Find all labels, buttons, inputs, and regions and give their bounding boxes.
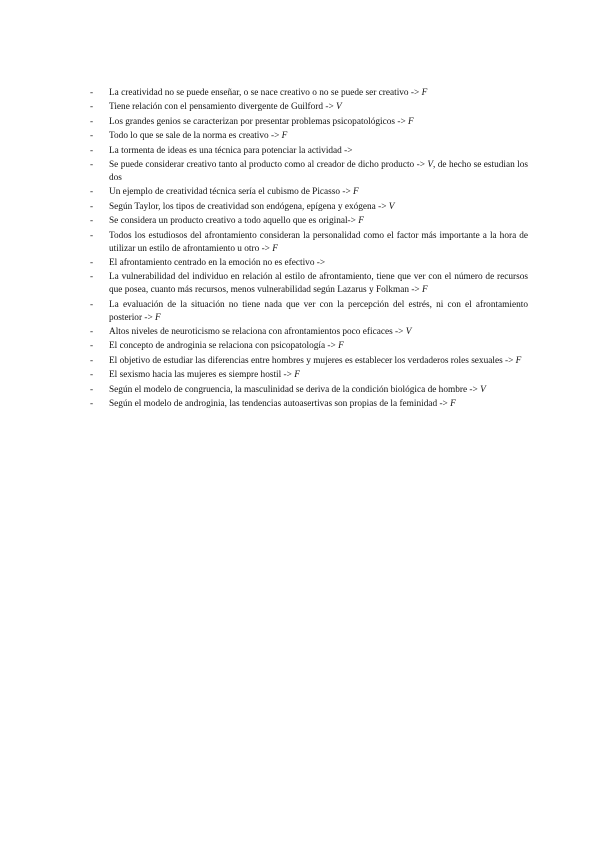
answer-mark: F [155, 312, 161, 323]
list-item [90, 201, 528, 214]
answer-mark: F [408, 116, 414, 127]
answer-mark: F [422, 285, 428, 296]
answer-mark: V [336, 102, 342, 113]
statement-text: Según Taylor, los tipos de creatividad son endógena, epígena y exógena -> [109, 201, 389, 212]
statement-text: El sexismo hacia las mujeres es siempre hostil -> [109, 370, 295, 381]
list-item [90, 355, 528, 368]
list-item [90, 340, 528, 353]
statement-text: La creatividad no se puede enseñar, o se nace creativo o no se puede ser creativo -> [109, 88, 422, 98]
bullet-dash: - [90, 384, 94, 395]
statement-list [90, 87, 528, 412]
statement-text: Se puede considerar creativo tanto al producto como al creador de dicho producto -> [109, 159, 428, 170]
list-item [90, 116, 528, 129]
bullet-dash: - [90, 370, 94, 381]
bullet-dash: - [90, 187, 94, 198]
answer-mark: F [272, 243, 278, 254]
statement-text: Todos los estudiosos del afrontamiento consideran la personalidad como el factor más importante a la hora de utilizar un estilo de afrontamiento u otro -> [109, 230, 528, 254]
statement-text: Altos niveles de neuroticismo se relaciona con afrontamientos poco eficaces -> [109, 327, 406, 338]
statement-text: Según el modelo de congruencia, la masculinidad se deriva de la condición biológica de hombre -> [109, 384, 481, 395]
statement-text: El objetivo de estudiar las diferencias entre hombres y mujeres es establecer los verdaderos roles sexuales -> [109, 355, 516, 366]
answer-mark: F [281, 131, 288, 142]
statement-text: Tiene relación con el pensamiento divergente de Guilford -> [109, 102, 337, 113]
bullet-dash: - [90, 299, 94, 310]
bullet-dash: - [90, 341, 94, 352]
bullet-dash: - [90, 131, 94, 142]
answer-mark: F [338, 341, 344, 352]
bullet-dash: - [90, 145, 94, 156]
statement-text-continued: , de hecho se estudian los dos [109, 159, 528, 183]
list-item [90, 299, 528, 325]
list-item [90, 101, 528, 114]
list-item [90, 186, 528, 199]
bullet-dash: - [90, 201, 94, 212]
answer-mark: V [427, 159, 434, 170]
list-item [90, 230, 528, 256]
statement-text: Un ejemplo de creatividad técnica sería el cubismo de Picasso -> [109, 187, 354, 198]
answer-mark: F [421, 88, 428, 98]
answer-mark: V [405, 327, 412, 338]
list-item [90, 159, 528, 185]
statement-text: La evaluación de la situación no tiene nada que ver con la percepción del estrés, ni con el afrontamiento posterior -> [109, 299, 528, 323]
bullet-dash: - [90, 116, 94, 127]
statement-text: Según el modelo de androginia, las tendencias autoasertivas son propias de la feminidad -> [109, 399, 451, 410]
bullet-dash: - [90, 88, 94, 98]
statement-text: La tormenta de ideas es una técnica para potenciar la actividad -> [109, 145, 353, 156]
list-item [90, 145, 528, 158]
answer-mark: F [353, 187, 359, 198]
list-item [90, 398, 528, 411]
answer-mark: V [480, 384, 486, 395]
bullet-dash: - [90, 216, 94, 227]
answer-mark: F [358, 216, 364, 227]
bullet-dash: - [90, 159, 94, 170]
bullet-dash: - [90, 102, 94, 113]
answer-mark: F [294, 370, 300, 381]
list-item [90, 326, 528, 339]
bullet-dash: - [90, 355, 94, 366]
list-item [90, 215, 528, 228]
statement-text: Se considera un producto creativo a todo aquello que es original-> [109, 216, 359, 227]
statement-text: La vulnerabilidad del individuo en relación al estilo de afrontamiento, tiene que ver con el número de recursos que posea, cuanto más recursos, menos vulnerabilidad según Lazarus y Folkman -> [109, 272, 528, 296]
answer-mark: F [515, 355, 522, 366]
list-item [90, 130, 528, 143]
statement-text: Todo lo que se sale de la norma es creativo -> [109, 131, 282, 142]
statement-text: El afrontamiento centrado en la emoción no es efectivo -> [109, 257, 326, 268]
bullet-dash: - [90, 257, 94, 268]
bullet-dash: - [90, 327, 94, 338]
list-item [90, 271, 528, 297]
statement-text: Los grandes genios se caracterizan por presentar problemas psicopatológicos -> [109, 116, 409, 127]
statement-text: El concepto de androginia se relaciona con psicopatología -> [109, 341, 339, 352]
bullet-dash: - [90, 230, 94, 241]
bullet-dash: - [90, 272, 94, 283]
list-item [90, 384, 528, 397]
answer-mark: V [388, 201, 395, 212]
answer-mark: F [450, 399, 456, 410]
bullet-dash: - [90, 399, 94, 410]
list-item [90, 257, 528, 270]
list-item [90, 87, 528, 100]
list-item [90, 369, 528, 382]
